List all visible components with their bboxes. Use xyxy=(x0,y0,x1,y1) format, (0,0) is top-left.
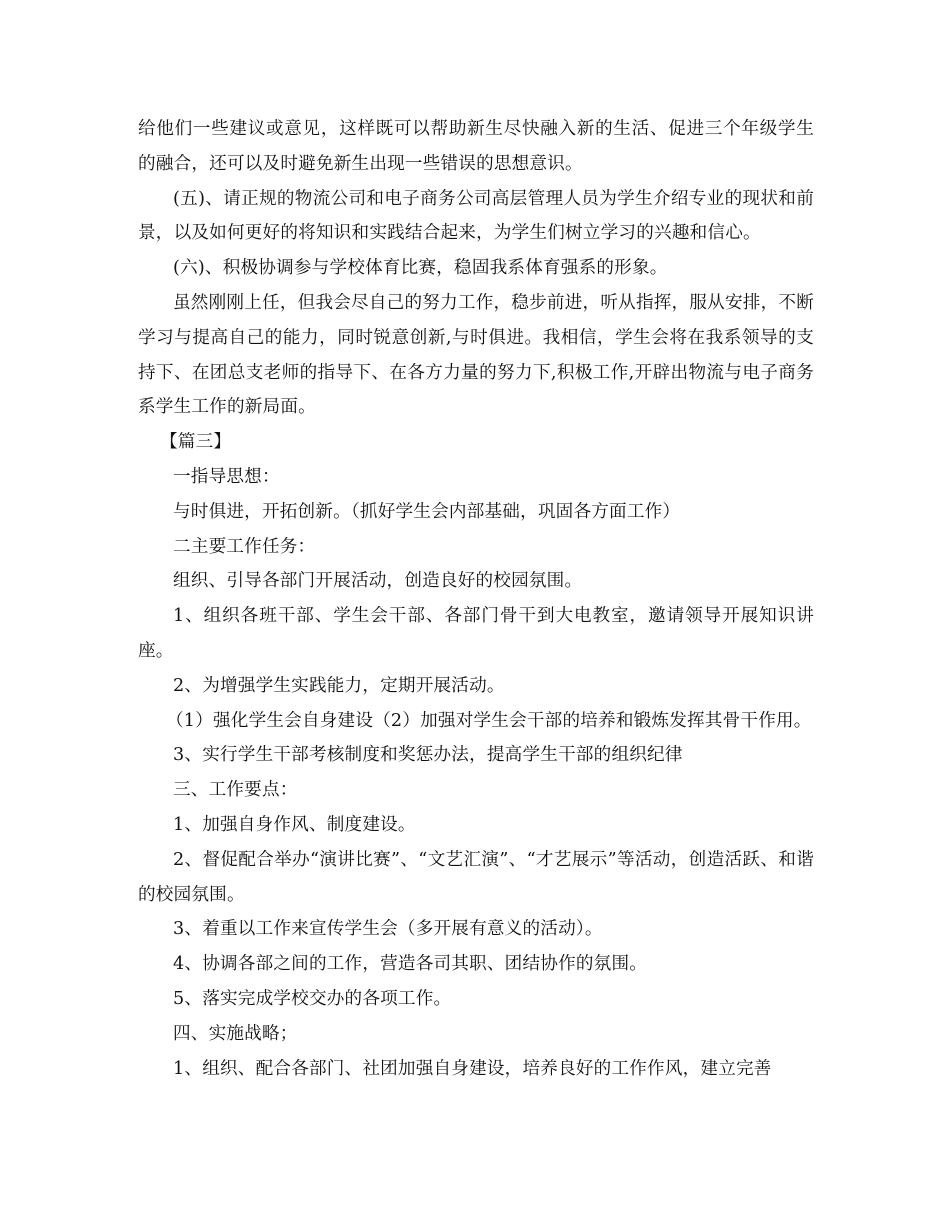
paragraph-guiding-thought: 与时俱进，开拓创新。（抓好学生会内部基础，巩固各方面工作） xyxy=(173,501,681,522)
paragraph-point-five: 5、落实完成学校交办的各项工作。 xyxy=(173,988,452,1009)
section-heading-part-three: 【篇三】 xyxy=(160,432,232,453)
paragraph-task-two-details: （1）强化学生会自身建设（2）加强对学生会干部的培养和锻炼发挥其骨干作用。 xyxy=(166,710,812,731)
paragraph-closing-statement: 虽然刚刚上任，但我会尽自己的努力工作，稳步前进，听从指挥，服从安排，不断学习与提高自己的能力，同时锐意创新,与时俱进。我相信，学生会将在我系领导的支持下、在团总支老师的指导下、在各方力量的努力下,积极工作,开辟出物流与电子商务系学生工作的新局面。 xyxy=(138,292,814,418)
heading-guiding-thought: 一指导思想： xyxy=(173,466,280,487)
heading-main-tasks: 二主要工作任务： xyxy=(173,536,316,557)
paragraph-point-four: 4、协调各部之间的工作，营造各司其职、团结协作的氛围。 xyxy=(173,954,648,975)
paragraph-point-two: 2、督促配合举办“演讲比赛”、“文艺汇演”、“才艺展示”等活动，创造活跃、和谐的校园氛围。 xyxy=(138,849,814,905)
paragraph-task-three: 3、实行学生干部考核制度和奖惩办法，提高学生干部的组织纪律 xyxy=(173,745,683,766)
paragraph-task-two: 2、为增强学生实践能力，定期开展活动。 xyxy=(173,675,505,696)
document-body xyxy=(138,112,814,1086)
paragraph-task-one: 1、组织各班干部、学生会干部、各部门骨干到大电教室，邀请领导开展知识讲座。 xyxy=(138,606,814,661)
paragraph-item-five: (五)、请正规的物流公司和电子商务公司高层管理人员为学生介绍专业的现状和前景，以及如何更好的将知识和实践结合起来，为学生们树立学习的兴趣和信心。 xyxy=(138,188,814,244)
paragraph-strategy-one: 1、组织、配合各部门、社团加强自身建设，培养良好的工作作风，建立完善 xyxy=(173,1058,772,1079)
paragraph-point-three: 3、着重以工作来宣传学生会（多开展有意义的活动）。 xyxy=(173,919,603,940)
heading-implementation-strategy: 四、实施战略； xyxy=(173,1023,298,1044)
paragraph-main-tasks-intro: 组织、引导各部门开展活动，创造良好的校园氛围。 xyxy=(173,571,583,592)
paragraph-continued-advice: 给他们一些建议或意见，这样既可以帮助新生尽快融入新的生活、促进三个年级学生的融合，还可以及时避免新生出现一些错误的思想意识。 xyxy=(138,119,814,174)
heading-work-points: 三、工作要点： xyxy=(173,780,298,801)
paragraph-point-one: 1、加强自身作风、制度建设。 xyxy=(173,814,416,835)
paragraph-item-six: (六)、积极协调参与学校体育比赛，稳固我系体育强系的形象。 xyxy=(173,258,668,279)
